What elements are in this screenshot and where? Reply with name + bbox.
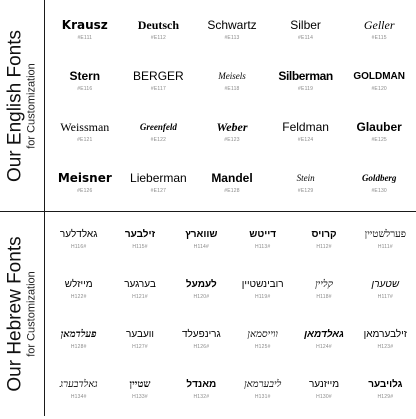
font-sample-name: Glauber bbox=[356, 119, 402, 134]
font-code: #H119 bbox=[255, 294, 271, 300]
font-sample-name: דייטש bbox=[249, 229, 277, 240]
font-code: #E117 bbox=[150, 85, 166, 92]
font-sample-cell bbox=[171, 314, 232, 364]
font-sample-cell bbox=[109, 364, 170, 414]
font-code: #H128 bbox=[70, 344, 87, 350]
font-sample-name: מייזלש bbox=[64, 279, 93, 290]
font-sample-name: Deutsch bbox=[137, 17, 180, 32]
font-sample-cell bbox=[342, 106, 416, 157]
font-sample-cell bbox=[109, 264, 170, 314]
font-sample-name: שווארץ bbox=[185, 229, 218, 240]
font-sample-cell bbox=[122, 4, 196, 55]
font-code: #H117 bbox=[377, 294, 394, 300]
hebrew-section-title: Our Hebrew Fonts bbox=[4, 236, 26, 392]
font-code: #H111 bbox=[377, 244, 393, 250]
font-code: #E116 bbox=[77, 85, 93, 92]
font-sample-name: גאלדלער bbox=[59, 229, 98, 240]
font-code: #E115 bbox=[371, 34, 387, 41]
font-sample-cell bbox=[355, 364, 416, 414]
font-sample-name: קרויס bbox=[311, 229, 337, 240]
font-code: #H123 bbox=[377, 344, 394, 350]
font-sample-name: זילבער bbox=[124, 229, 156, 240]
font-code: #E127 bbox=[150, 187, 167, 194]
font-sample-name: ווייסמאן bbox=[247, 329, 278, 340]
english-section-subtitle: for Customization bbox=[25, 62, 38, 149]
font-sample-cell bbox=[48, 106, 122, 157]
font-code: #E111 bbox=[77, 34, 93, 41]
font-sample-cell bbox=[171, 214, 232, 264]
font-sample-cell bbox=[355, 214, 416, 264]
font-code: #H132 bbox=[193, 394, 210, 400]
font-sample-name: פערלשטיין bbox=[364, 229, 407, 240]
font-sample-cell bbox=[48, 4, 122, 55]
font-sample-name: שטערן bbox=[371, 279, 400, 290]
font-sample-cell bbox=[48, 314, 109, 364]
font-sample-name: מייזנער bbox=[308, 379, 340, 390]
font-code: #E120 bbox=[371, 85, 387, 92]
font-sample-cell bbox=[48, 364, 109, 414]
font-code: #E112 bbox=[150, 34, 166, 41]
font-sample-cell bbox=[171, 264, 232, 314]
font-sample-cell bbox=[195, 4, 269, 55]
font-sample-cell bbox=[293, 214, 354, 264]
font-sample-cell bbox=[355, 264, 416, 314]
font-sample-name: שטיין bbox=[129, 379, 151, 390]
font-code: #H124 bbox=[316, 344, 332, 350]
font-sample-cell bbox=[122, 157, 196, 208]
font-sample-name: רובינשטיין bbox=[241, 279, 284, 290]
font-code: #E130 bbox=[371, 187, 387, 194]
hebrew-font-grid bbox=[48, 214, 416, 414]
font-sample-name: גרינפעלד bbox=[181, 329, 221, 340]
font-sample-name: זילבערמאן bbox=[363, 329, 407, 340]
font-sample-name: Goldberg bbox=[361, 172, 397, 183]
english-section-label bbox=[0, 0, 44, 211]
font-sample-name: GOLDMAN bbox=[353, 70, 406, 82]
font-sample-cell bbox=[269, 55, 343, 106]
font-sample-name: Lieberman bbox=[130, 170, 187, 185]
font-sample-name: ליבערמאן bbox=[244, 379, 282, 390]
font-code: #E129 bbox=[297, 187, 314, 194]
font-sample-name: קליין bbox=[315, 279, 333, 290]
font-code: #E121 bbox=[77, 136, 93, 143]
font-code: #E114 bbox=[298, 34, 314, 41]
english-font-grid bbox=[48, 4, 416, 208]
font-sample-name: פעלדמאן bbox=[60, 329, 97, 340]
font-sample-name: Meisels bbox=[218, 70, 246, 81]
hebrew-section-label bbox=[0, 212, 44, 416]
font-sample-cell bbox=[293, 264, 354, 314]
font-code: #E119 bbox=[298, 85, 314, 92]
font-code: #E113 bbox=[224, 34, 240, 41]
font-sample-cell bbox=[171, 364, 232, 414]
font-sample-name: Weissman bbox=[60, 119, 110, 134]
font-code: #H120 bbox=[193, 294, 210, 300]
font-sample-cell bbox=[232, 264, 293, 314]
font-code: #E122 bbox=[150, 136, 167, 143]
font-sample-cell bbox=[48, 264, 109, 314]
font-code: #E128 bbox=[224, 187, 240, 194]
font-sample-cell bbox=[342, 4, 416, 55]
hebrew-section-subtitle: for Customization bbox=[25, 271, 38, 357]
font-sample-name: Meisner bbox=[57, 170, 112, 185]
font-sample-name: BERGER bbox=[133, 68, 184, 83]
font-code: #H116 bbox=[71, 244, 87, 250]
font-code: #E124 bbox=[297, 136, 314, 143]
font-sample-name: Silberman bbox=[278, 68, 333, 83]
font-sample-name: לעמעל bbox=[185, 279, 217, 290]
font-code: #H134 bbox=[70, 394, 87, 400]
font-sample-name: וועבער bbox=[126, 329, 154, 340]
font-sample-cell bbox=[232, 364, 293, 414]
font-code: #H127 bbox=[132, 344, 148, 350]
font-code: #H118 bbox=[316, 294, 332, 300]
font-sample-cell bbox=[342, 157, 416, 208]
vertical-divider bbox=[44, 0, 45, 416]
font-code: #H122 bbox=[70, 294, 87, 300]
font-sample-cell bbox=[48, 157, 122, 208]
font-code: #H114 bbox=[193, 244, 210, 250]
font-sample-cell bbox=[293, 314, 354, 364]
font-sample-name: Greenfeld bbox=[139, 121, 177, 132]
font-code: #E123 bbox=[224, 136, 240, 143]
font-sample-name: Silber bbox=[290, 17, 321, 32]
font-code: #H125 bbox=[254, 344, 271, 350]
font-sample-cell bbox=[48, 214, 109, 264]
font-sample-cell bbox=[195, 55, 269, 106]
font-sample-name: Feldman bbox=[282, 119, 329, 134]
font-sample-name: Mandel bbox=[211, 170, 253, 185]
font-sample-cell bbox=[109, 214, 170, 264]
font-sample-cell bbox=[269, 106, 343, 157]
font-code: #H129 bbox=[377, 394, 394, 400]
font-sample-cell bbox=[122, 55, 196, 106]
font-sample-name: גאלדבערג bbox=[59, 379, 98, 390]
font-code: #H133 bbox=[132, 394, 148, 400]
font-sample-name: בערגער bbox=[124, 279, 156, 290]
font-sample-cell bbox=[109, 314, 170, 364]
english-section-title: Our English Fonts bbox=[4, 29, 26, 182]
font-sample-cell bbox=[293, 364, 354, 414]
font-sample-name: גאלדמאן bbox=[304, 329, 344, 340]
font-sample-cell bbox=[122, 106, 196, 157]
font-sample-cell bbox=[195, 106, 269, 157]
font-sample-name: Geller bbox=[363, 17, 395, 32]
font-code: #H131 bbox=[254, 394, 271, 400]
font-sample-cell bbox=[195, 157, 269, 208]
font-code: #H113 bbox=[255, 244, 271, 250]
font-code: #E126 bbox=[77, 187, 93, 194]
font-sample-cell bbox=[269, 4, 343, 55]
font-sample-name: Stern bbox=[69, 68, 101, 83]
font-code: #H126 bbox=[193, 344, 210, 350]
font-code: #H121 bbox=[132, 294, 148, 300]
font-code: #E125 bbox=[371, 136, 387, 143]
font-sample-name: Schwartz bbox=[207, 17, 257, 32]
font-sample-cell bbox=[355, 314, 416, 364]
font-code: #E118 bbox=[224, 85, 240, 92]
font-sample-name: Weber bbox=[216, 119, 248, 134]
font-sample-cell bbox=[48, 55, 122, 106]
font-sample-name: Krausz bbox=[61, 17, 108, 32]
horizontal-divider bbox=[0, 211, 416, 212]
font-sample-name: גלויבער bbox=[368, 379, 403, 390]
font-sample-name: מאנדל bbox=[186, 379, 217, 390]
font-sample-cell bbox=[269, 157, 343, 208]
font-sample-name: Stein bbox=[296, 172, 315, 183]
font-code: #H112 bbox=[316, 244, 332, 250]
font-code: #H130 bbox=[316, 394, 332, 400]
font-sample-cell bbox=[342, 55, 416, 106]
font-sample-cell bbox=[232, 314, 293, 364]
font-sample-cell bbox=[232, 214, 293, 264]
font-code: #H115 bbox=[132, 244, 148, 250]
